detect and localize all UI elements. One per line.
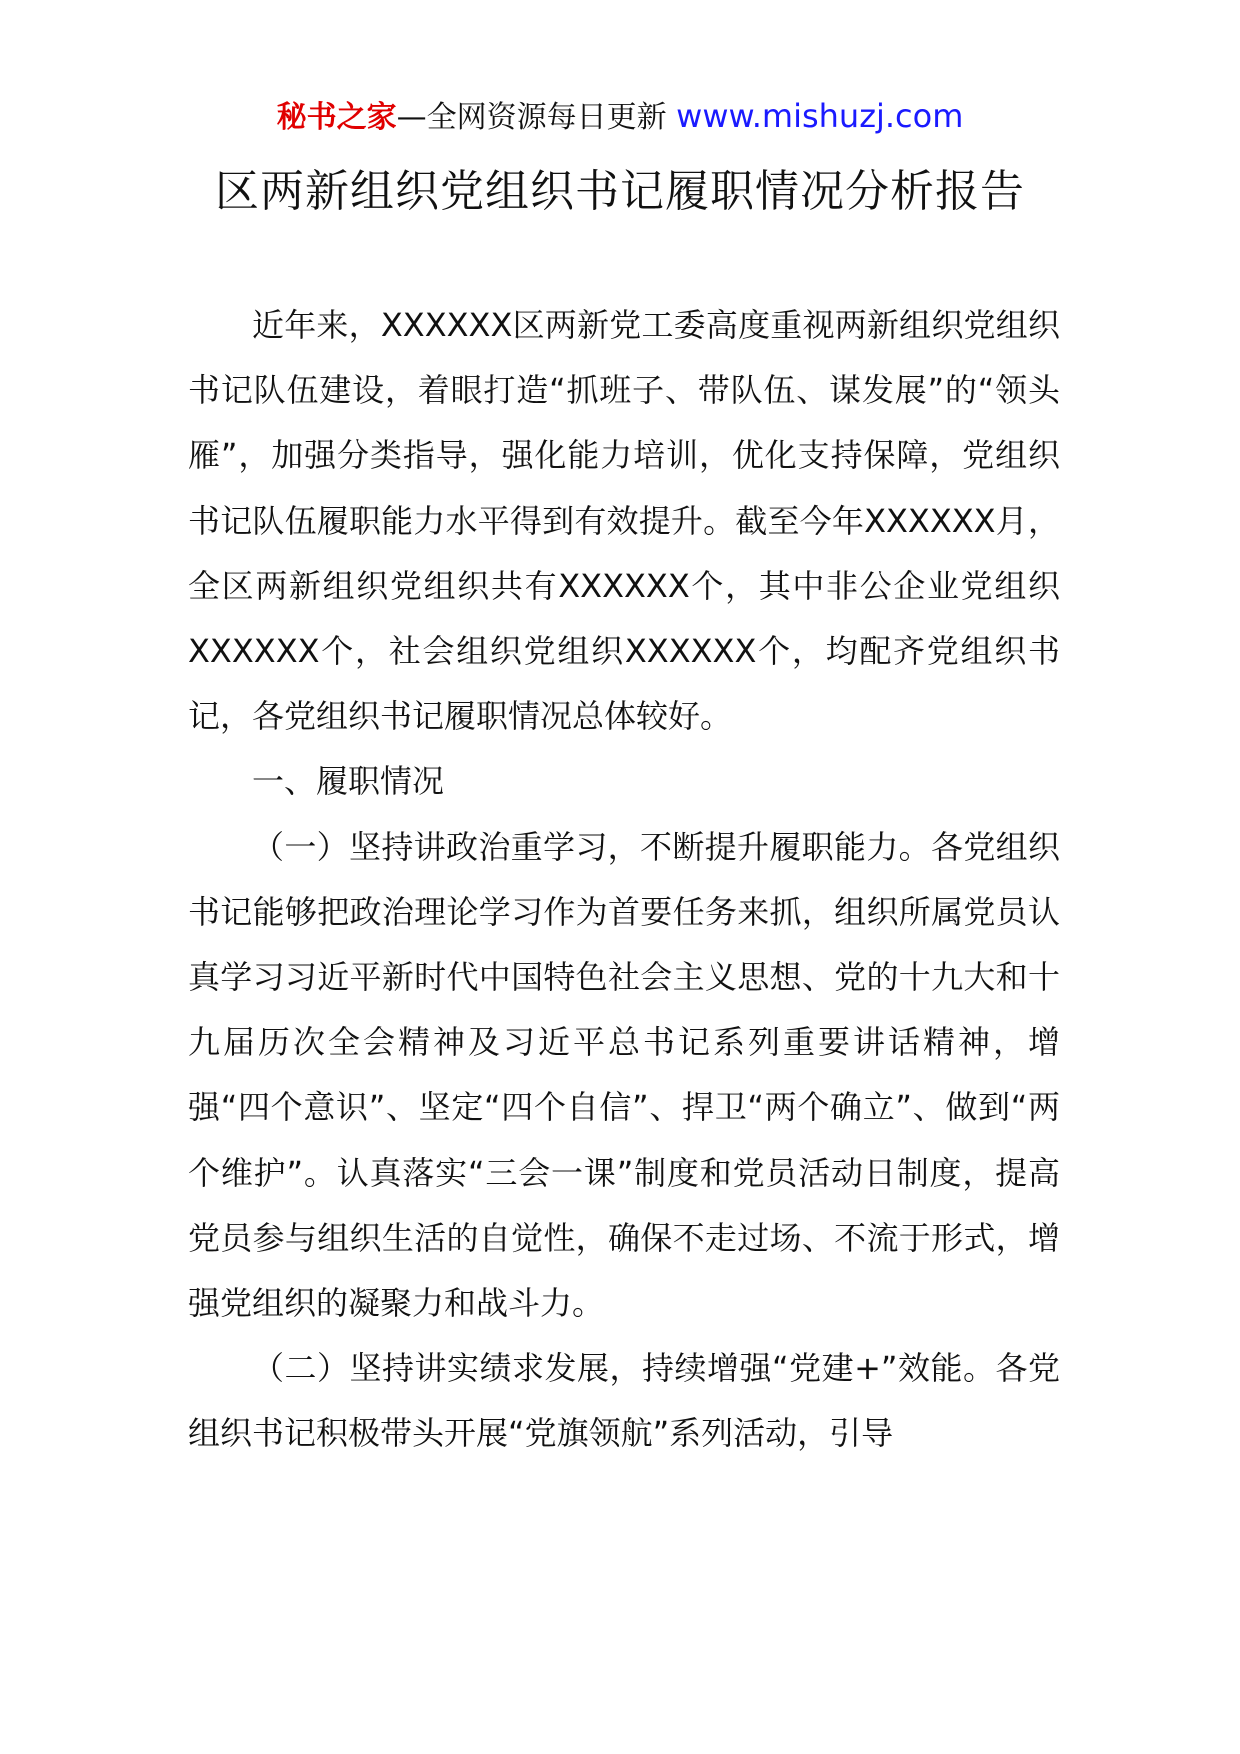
subsection-paragraph-1: （一）坚持讲政治重学习，不断提升履职能力。各党组织书记能够把政治理论学习作为首要任务来抓，组织所属党员认真学习习近平新时代中国特色社会主义思想、党的十九大和十九届历次全会精神及习近平总书记系列重要讲话精神，增强“四个意识”、坚定“四个自信”、捍卫“两个确立”、做到“两个维护”。认真落实“三会一课”制度和党员活动日制度，提高党员参与组织生活的自觉性，确保不走过场、不流于形式，增强党组织的凝聚力和战斗力。 [188, 827, 1060, 1323]
site-url-link[interactable]: www.mishuzj.com [676, 97, 964, 135]
brand-name: 秘书之家 [276, 100, 397, 135]
site-tagline: —全网资源每日更新 [396, 100, 667, 135]
subsection-paragraph-2: （二）坚持讲实绩求发展，持续增强“党建+”效能。各党组织书记积极带头开展“党旗领航”系列活动，引导 [188, 1349, 1060, 1453]
document-body [188, 293, 1060, 1467]
intro-paragraph: 近年来，XXXXXX区两新党工委高度重视两新组织党组织书记队伍建设，着眼打造“抓班子、带队伍、谋发展”的“领头雁”，加强分类指导，强化能力培训，优化支持保障，党组织书记队伍履职能力水平得到有效提升。截至今年XXXXXX月，全区两新组织党组织共有XXXXXX个，其中非公企业党组织XXXXXX个，社会组织党组织XXXXXX个，均配齐党组织书记，各党组织书记履职情况总体较好。 [188, 306, 1060, 736]
section-heading: 一、履职情况 [252, 762, 445, 801]
site-header [0, 96, 1240, 138]
document-title: 区两新组织党组织书记履职情况分析报告 [215, 166, 1025, 217]
